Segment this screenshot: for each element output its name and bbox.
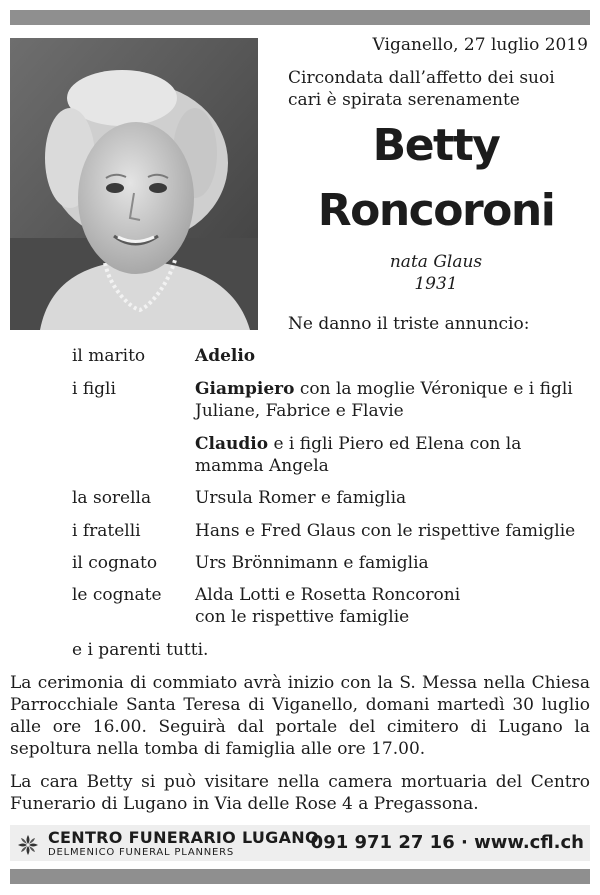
- mourner-details: con la moglie Véronique e i figli Juliane, Fabrice e Flavie: [195, 379, 573, 421]
- visit-paragraph: La cara Betty si può visitare nella camera mortuaria del Centro Funerario di Lugano in Via delle Rose 4 a Pregassona.: [10, 772, 590, 814]
- cross-flower-logo-icon: [16, 833, 40, 861]
- top-rule: [10, 10, 590, 25]
- intro-text: Circondata dall’affetto dei suoi cari è spirata serenamente: [288, 68, 555, 110]
- mourner-label: i figli: [72, 379, 116, 399]
- place-date: Viganello, 27 luglio 2019: [372, 35, 588, 55]
- funeral-home-footer: [10, 825, 590, 861]
- mourner-entry: [195, 345, 590, 367]
- ceremony-paragraph: La cerimonia di commiato avrà inizio con la S. Messa nella Chiesa Parrocchiale Santa Teresa di Viganello, domani martedì 30 luglio alle ore 16.00. Seguirà dal portale del cimitero di Lugano la sepoltura nella tomba di famiglia alle ore 17.00.: [10, 673, 590, 759]
- mourner-name: Adelio: [195, 346, 256, 366]
- mourner-details: Hans e Fred Glaus con le rispettive famiglie: [195, 521, 576, 541]
- mourner-details: Urs Brönnimann e famiglia: [195, 553, 429, 573]
- mourner-entry: [195, 378, 590, 422]
- mourner-label: i fratelli: [72, 521, 141, 541]
- birth-year: 1931: [414, 274, 458, 294]
- mourner-details: Ursula Romer e famiglia: [195, 488, 407, 508]
- mourner-label: la sorella: [72, 488, 152, 508]
- funeral-home-subtitle: DELMENICO FUNERAL PLANNERS: [48, 847, 235, 858]
- mourner-entry: [195, 584, 495, 628]
- mourner-entry: [195, 552, 590, 574]
- announcement: Ne danno il triste annuncio:: [288, 314, 530, 334]
- mourner-entry: [195, 433, 590, 477]
- relatives-line: e i parenti tutti.: [72, 640, 209, 660]
- mourner-details: Alda Lotti e Rosetta Roncoroni con le rispettive famiglie: [195, 585, 461, 627]
- mourner-label: il marito: [72, 346, 146, 366]
- mourner-name: Giampiero: [195, 379, 295, 399]
- last-name: Roncoroni: [317, 185, 555, 236]
- funeral-home-contact: 091 971 27 16 · www.cfl.ch: [310, 832, 584, 853]
- first-name: Betty: [372, 120, 500, 171]
- portrait-photo: [10, 38, 258, 330]
- mourner-label: il cognato: [72, 553, 158, 573]
- mourner-entry: [195, 487, 590, 509]
- mourner-entry: [195, 520, 590, 542]
- funeral-home-name: CENTRO FUNERARIO LUGANO: [48, 828, 319, 847]
- bottom-rule: [10, 869, 590, 884]
- mourner-details: e i figli Piero ed Elena con la mamma Angela: [195, 434, 522, 476]
- birth-info: [280, 251, 592, 295]
- mourner-name: Claudio: [195, 434, 269, 454]
- mourner-label: le cognate: [72, 585, 162, 605]
- maiden-name: nata Glaus: [389, 252, 483, 272]
